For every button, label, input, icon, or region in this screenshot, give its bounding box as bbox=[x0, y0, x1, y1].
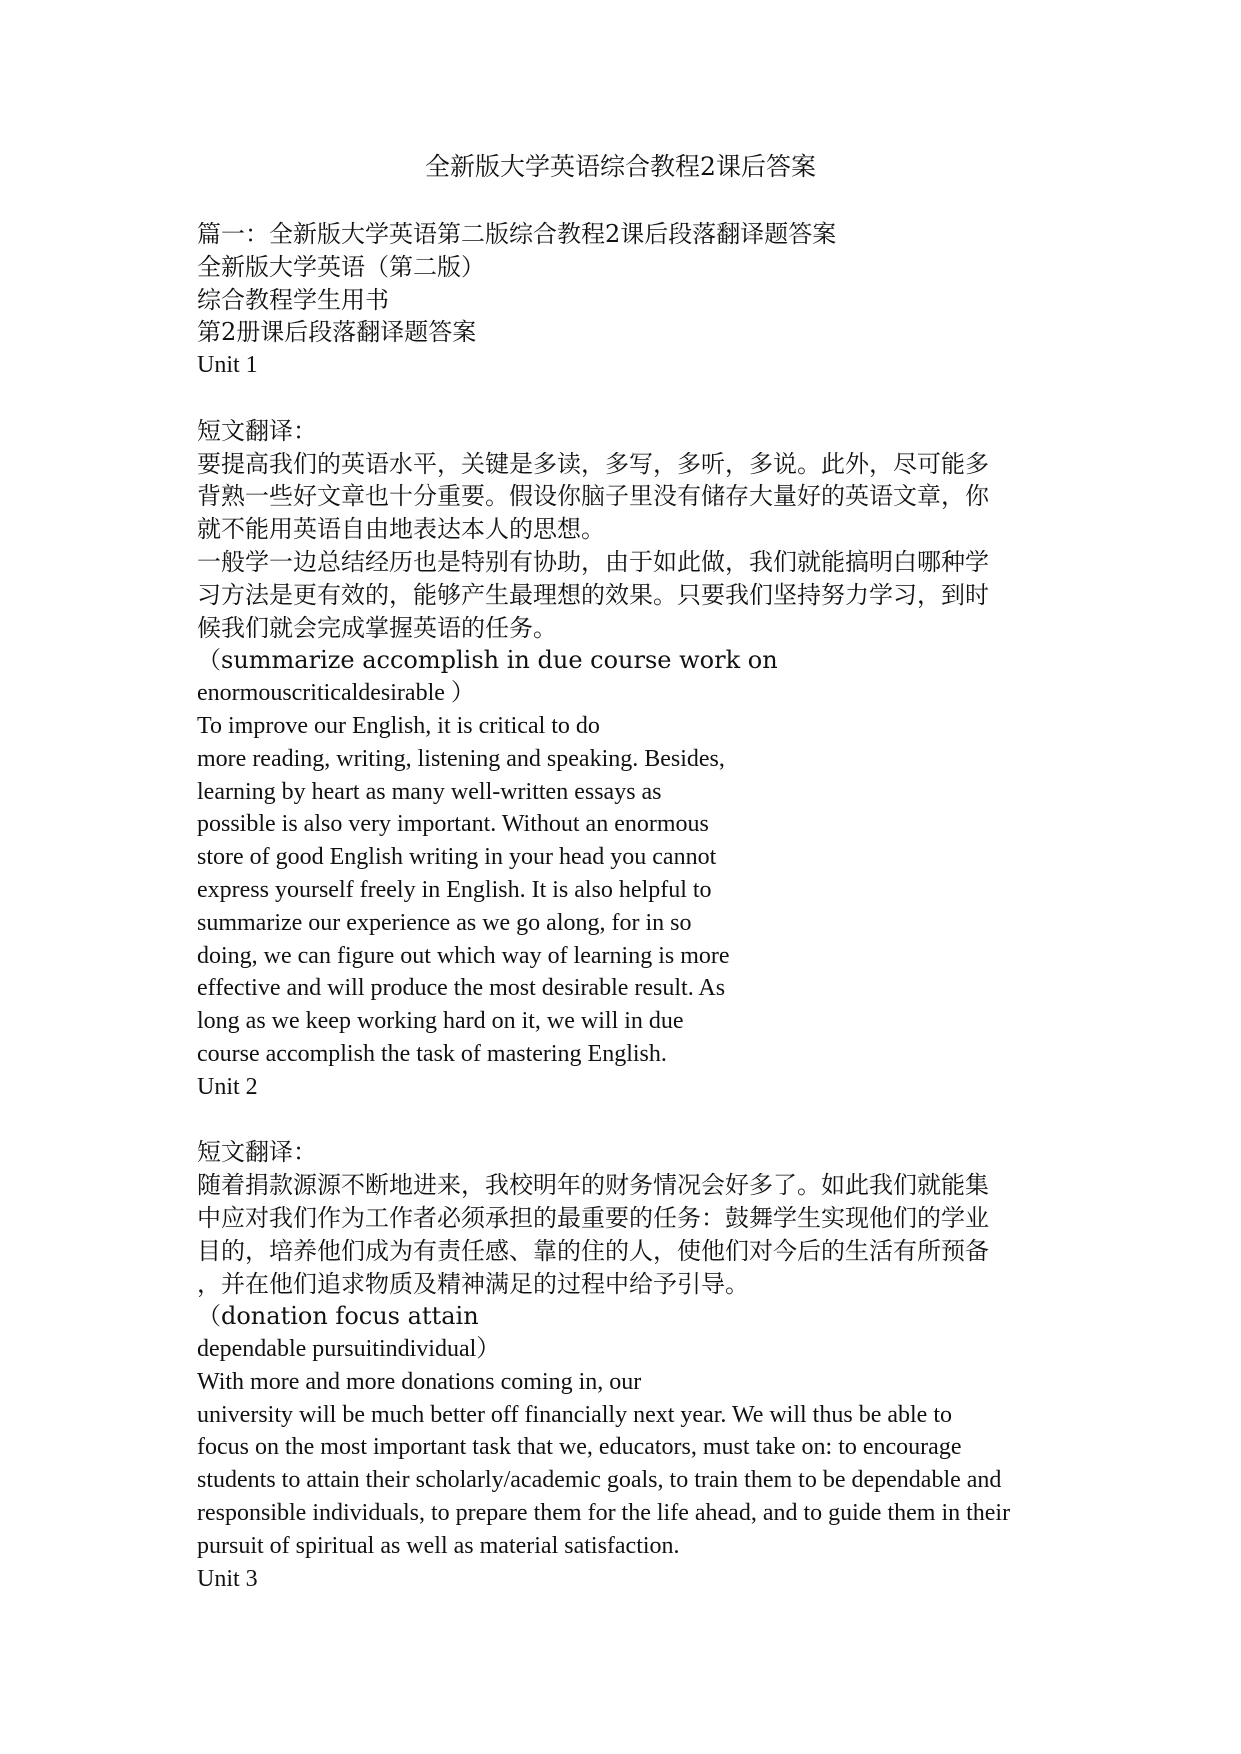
text-line: university will be much better off financially next year. We will thus be able to bbox=[197, 1401, 952, 1428]
text-line: 候我们就会完成掌握英语的任务。 bbox=[197, 613, 557, 642]
text-line: focus on the most important task that we, educators, must take on: to encourage bbox=[197, 1434, 962, 1461]
text-line: 要提高我们的英语水平，关键是多读，多写，多听，多说。此外，尽可能多 bbox=[197, 449, 989, 478]
text-line: 中应对我们作为工作者必须承担的最重要的任务：鼓舞学生实现他们的学业 bbox=[197, 1203, 989, 1232]
text-line: doing, we can figure out which way of learning is more bbox=[197, 942, 730, 969]
text-line: possible is also very important. Without an enormous bbox=[197, 811, 709, 838]
text-line: Unit 3 bbox=[197, 1565, 258, 1592]
text-line: 全新版大学英语（第二版） bbox=[197, 252, 485, 281]
document-title: 全新版大学英语综合教程2课后答案 bbox=[425, 152, 816, 181]
text-line: 目的，培养他们成为有责任感、靠的住的人，使他们对今后的生活有所预备 bbox=[197, 1236, 989, 1265]
text-line: Unit 1 bbox=[197, 352, 258, 379]
text-line: 就不能用英语自由地表达本人的思想。 bbox=[197, 515, 605, 544]
text-line: 综合教程学生用书 bbox=[197, 285, 389, 314]
blank-line bbox=[197, 382, 1077, 415]
text-line: （donation focus attain bbox=[197, 1302, 479, 1331]
text-line: long as we keep working hard on it, we will in due bbox=[197, 1008, 684, 1035]
text-line: dependable pursuitindividual） bbox=[197, 1336, 501, 1363]
text-line: To improve our English, it is critical to do bbox=[197, 712, 600, 739]
document-body bbox=[197, 218, 1077, 1595]
text-line: 短文翻译： bbox=[197, 416, 317, 445]
text-line: more reading, writing, listening and speaking. Besides, bbox=[197, 745, 725, 772]
text-line: responsible individuals, to prepare them for the life ahead, and to guide them in their bbox=[197, 1500, 1011, 1527]
text-line: students to attain their scholarly/academic goals, to train them to be dependable and bbox=[197, 1467, 1002, 1494]
text-line: 第2册课后段落翻译题答案 bbox=[197, 318, 477, 347]
text-line: express yourself freely in English. It is also helpful to bbox=[197, 876, 712, 903]
text-line: 随着捐款源源不断地进来，我校明年的财务情况会好多了。如此我们就能集 bbox=[197, 1171, 989, 1200]
text-line: 背熟一些好文章也十分重要。假设你脑子里没有储存大量好的英语文章，你 bbox=[197, 482, 989, 511]
text-line: With more and more donations coming in, our bbox=[197, 1368, 642, 1395]
blank-line bbox=[197, 1104, 1077, 1137]
text-line: learning by heart as many well-written essays as bbox=[197, 778, 662, 805]
text-line: 一般学一边总结经历也是特别有协助，由于如此做，我们就能搞明白哪种学 bbox=[197, 547, 989, 576]
text-line: summarize our experience as we go along, for in so bbox=[197, 909, 692, 936]
text-line: 短文翻译： bbox=[197, 1138, 317, 1167]
text-line: Unit 2 bbox=[197, 1073, 258, 1100]
text-line: store of good English writing in your head you cannot bbox=[197, 844, 717, 871]
text-line: pursuit of spiritual as well as material satisfaction. bbox=[197, 1532, 680, 1559]
text-line: 习方法是更有效的，能够产生最理想的效果。只要我们坚持努力学习，到时 bbox=[197, 580, 989, 609]
text-line: enormouscriticaldesirable ） bbox=[197, 680, 475, 707]
text-line: 篇一：全新版大学英语第二版综合教程2课后段落翻译题答案 bbox=[197, 220, 837, 248]
text-line: ，并在他们追求物质及精神满足的过程中给予引导。 bbox=[197, 1269, 749, 1298]
text-line: （summarize accomplish in due course work on bbox=[197, 646, 778, 675]
text-line: course accomplish the task of mastering English. bbox=[197, 1040, 667, 1067]
text-line: effective and will produce the most desirable result. As bbox=[197, 975, 726, 1002]
